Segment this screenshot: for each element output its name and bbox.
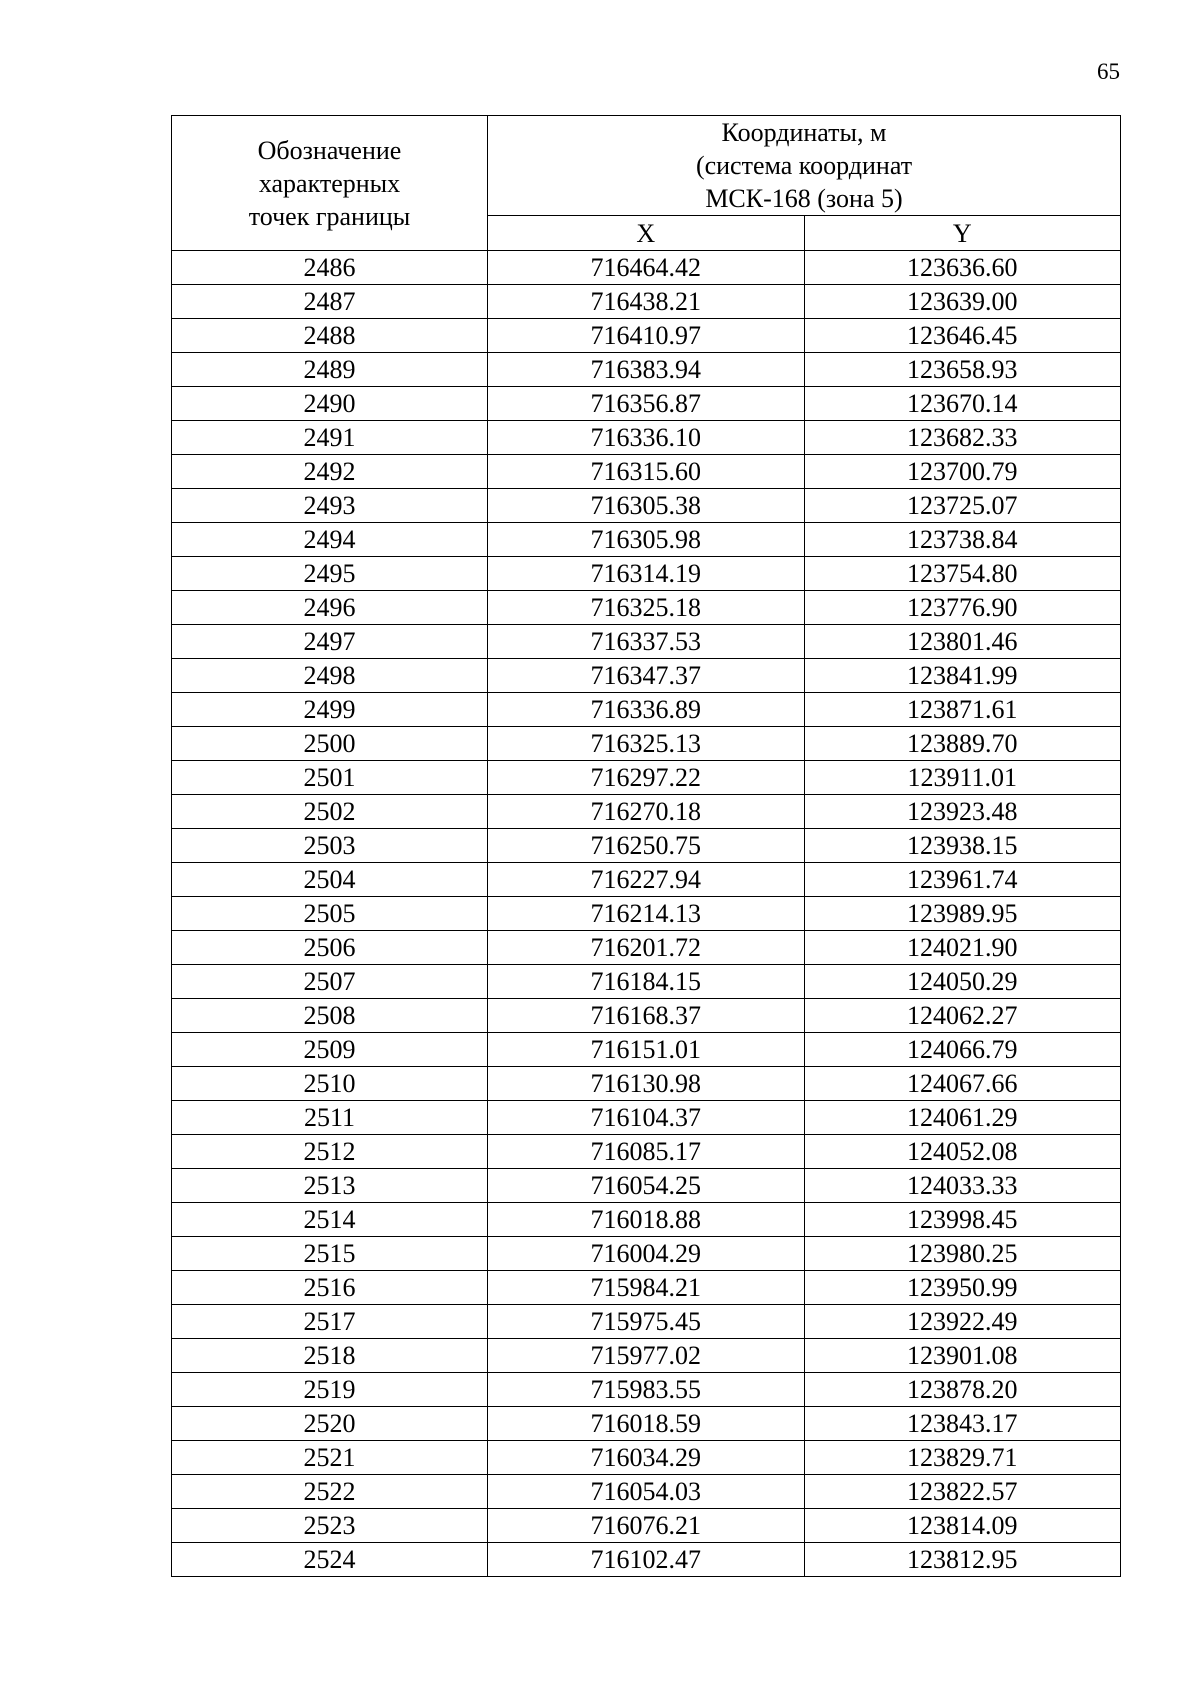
cell-point-id: 2497	[172, 625, 488, 659]
cell-x: 716214.13	[488, 897, 805, 931]
cell-x: 716004.29	[488, 1237, 805, 1271]
table-row	[172, 965, 1121, 999]
cell-x: 716054.03	[488, 1475, 805, 1509]
table-row	[172, 455, 1121, 489]
cell-x: 716270.18	[488, 795, 805, 829]
cell-point-id: 2509	[172, 1033, 488, 1067]
cell-y: 124067.66	[804, 1067, 1121, 1101]
cell-y: 123639.00	[804, 285, 1121, 319]
table-row	[172, 659, 1121, 693]
cell-point-id: 2508	[172, 999, 488, 1033]
table-body	[172, 251, 1121, 1577]
cell-x: 716464.42	[488, 251, 805, 285]
cell-x: 716018.59	[488, 1407, 805, 1441]
cell-x: 715975.45	[488, 1305, 805, 1339]
cell-point-id: 2511	[172, 1101, 488, 1135]
table-row	[172, 1441, 1121, 1475]
cell-x: 716168.37	[488, 999, 805, 1033]
cell-point-id: 2519	[172, 1373, 488, 1407]
cell-point-id: 2498	[172, 659, 488, 693]
table-row	[172, 863, 1121, 897]
cell-point-id: 2520	[172, 1407, 488, 1441]
table-row	[172, 897, 1121, 931]
header-coordinates-line: МСК-168 (зона 5)	[705, 184, 903, 213]
cell-x: 716184.15	[488, 965, 805, 999]
table-row	[172, 1305, 1121, 1339]
cell-x: 716438.21	[488, 285, 805, 319]
cell-point-id: 2491	[172, 421, 488, 455]
table-row	[172, 523, 1121, 557]
cell-y: 124062.27	[804, 999, 1121, 1033]
table-row	[172, 999, 1121, 1033]
cell-y: 123989.95	[804, 897, 1121, 931]
table-row	[172, 1101, 1121, 1135]
cell-y: 123889.70	[804, 727, 1121, 761]
table-row	[172, 727, 1121, 761]
cell-point-id: 2507	[172, 965, 488, 999]
header-point-designation-line: характерных	[258, 168, 401, 198]
cell-point-id: 2514	[172, 1203, 488, 1237]
cell-x: 716297.22	[488, 761, 805, 795]
cell-x: 716130.98	[488, 1067, 805, 1101]
table-row	[172, 319, 1121, 353]
cell-point-id: 2492	[172, 455, 488, 489]
table-row	[172, 829, 1121, 863]
table-row	[172, 353, 1121, 387]
cell-point-id: 2499	[172, 693, 488, 727]
table-row	[172, 795, 1121, 829]
cell-point-id: 2500	[172, 727, 488, 761]
cell-y: 123636.60	[804, 251, 1121, 285]
table-row	[172, 1135, 1121, 1169]
cell-y: 123922.49	[804, 1305, 1121, 1339]
cell-x: 716054.25	[488, 1169, 805, 1203]
table-row	[172, 285, 1121, 319]
table-row	[172, 591, 1121, 625]
cell-y: 124050.29	[804, 965, 1121, 999]
cell-y: 124021.90	[804, 931, 1121, 965]
cell-y: 123901.08	[804, 1339, 1121, 1373]
cell-x: 716104.37	[488, 1101, 805, 1135]
cell-y: 123801.46	[804, 625, 1121, 659]
cell-y: 123911.01	[804, 761, 1121, 795]
cell-x: 716410.97	[488, 319, 805, 353]
cell-y: 123776.90	[804, 591, 1121, 625]
cell-y: 123738.84	[804, 523, 1121, 557]
cell-x: 716315.60	[488, 455, 805, 489]
cell-point-id: 2505	[172, 897, 488, 931]
cell-y: 123814.09	[804, 1509, 1121, 1543]
cell-y: 123843.17	[804, 1407, 1121, 1441]
cell-y: 124033.33	[804, 1169, 1121, 1203]
header-col-x: X	[488, 216, 805, 251]
cell-y: 123754.80	[804, 557, 1121, 591]
table-row	[172, 1067, 1121, 1101]
cell-y: 123871.61	[804, 693, 1121, 727]
cell-y: 123950.99	[804, 1271, 1121, 1305]
table-row	[172, 1203, 1121, 1237]
cell-y: 123878.20	[804, 1373, 1121, 1407]
cell-y: 123812.95	[804, 1543, 1121, 1577]
table-row	[172, 931, 1121, 965]
table-row	[172, 421, 1121, 455]
cell-x: 715983.55	[488, 1373, 805, 1407]
table-row	[172, 557, 1121, 591]
page-number: 65	[1097, 59, 1120, 84]
header-coordinates	[488, 116, 1121, 216]
cell-y: 123658.93	[804, 353, 1121, 387]
cell-x: 716347.37	[488, 659, 805, 693]
header-point-designation-line: точек границы	[248, 201, 411, 231]
header-point-designation	[172, 116, 488, 251]
cell-x: 715977.02	[488, 1339, 805, 1373]
cell-y: 123682.33	[804, 421, 1121, 455]
cell-point-id: 2518	[172, 1339, 488, 1373]
cell-point-id: 2495	[172, 557, 488, 591]
table-row	[172, 489, 1121, 523]
cell-x: 716201.72	[488, 931, 805, 965]
cell-y: 123923.48	[804, 795, 1121, 829]
table-row	[172, 1407, 1121, 1441]
cell-point-id: 2501	[172, 761, 488, 795]
cell-point-id: 2512	[172, 1135, 488, 1169]
cell-y: 123998.45	[804, 1203, 1121, 1237]
table-row	[172, 251, 1121, 285]
table-row	[172, 1373, 1121, 1407]
table-row	[172, 693, 1121, 727]
table-row	[172, 387, 1121, 421]
cell-y: 123822.57	[804, 1475, 1121, 1509]
cell-x: 716336.10	[488, 421, 805, 455]
cell-point-id: 2515	[172, 1237, 488, 1271]
cell-point-id: 2506	[172, 931, 488, 965]
cell-point-id: 2504	[172, 863, 488, 897]
cell-y: 123980.25	[804, 1237, 1121, 1271]
cell-x: 716102.47	[488, 1543, 805, 1577]
cell-point-id: 2503	[172, 829, 488, 863]
cell-x: 716018.88	[488, 1203, 805, 1237]
cell-x: 716076.21	[488, 1509, 805, 1543]
table-row	[172, 625, 1121, 659]
cell-x: 716325.13	[488, 727, 805, 761]
cell-point-id: 2510	[172, 1067, 488, 1101]
header-coordinates-line: (система координат	[695, 151, 913, 180]
coordinates-table	[171, 115, 1121, 1577]
cell-x: 716325.18	[488, 591, 805, 625]
cell-x: 716034.29	[488, 1441, 805, 1475]
cell-x: 716305.38	[488, 489, 805, 523]
cell-point-id: 2488	[172, 319, 488, 353]
cell-x: 716085.17	[488, 1135, 805, 1169]
cell-x: 716337.53	[488, 625, 805, 659]
cell-y: 123725.07	[804, 489, 1121, 523]
cell-x: 716151.01	[488, 1033, 805, 1067]
table-row	[172, 1339, 1121, 1373]
table-row	[172, 1475, 1121, 1509]
header-col-y: Y	[804, 216, 1121, 251]
table-header	[172, 116, 1121, 251]
cell-y: 123841.99	[804, 659, 1121, 693]
cell-y: 124061.29	[804, 1101, 1121, 1135]
header-coordinates-line: Координаты, м	[721, 118, 887, 147]
cell-point-id: 2490	[172, 387, 488, 421]
cell-x: 716305.98	[488, 523, 805, 557]
cell-y: 123938.15	[804, 829, 1121, 863]
cell-point-id: 2521	[172, 1441, 488, 1475]
table-row	[172, 1271, 1121, 1305]
cell-x: 716356.87	[488, 387, 805, 421]
cell-point-id: 2513	[172, 1169, 488, 1203]
cell-x: 716314.19	[488, 557, 805, 591]
cell-x: 716383.94	[488, 353, 805, 387]
cell-x: 716336.89	[488, 693, 805, 727]
cell-x: 716227.94	[488, 863, 805, 897]
table-row	[172, 1543, 1121, 1577]
cell-y: 124066.79	[804, 1033, 1121, 1067]
header-point-designation-line: Обозначение	[257, 135, 402, 165]
cell-point-id: 2516	[172, 1271, 488, 1305]
cell-x: 715984.21	[488, 1271, 805, 1305]
cell-point-id: 2522	[172, 1475, 488, 1509]
cell-y: 124052.08	[804, 1135, 1121, 1169]
cell-point-id: 2517	[172, 1305, 488, 1339]
cell-point-id: 2494	[172, 523, 488, 557]
cell-y: 123961.74	[804, 863, 1121, 897]
cell-point-id: 2487	[172, 285, 488, 319]
table-row	[172, 761, 1121, 795]
table-row	[172, 1169, 1121, 1203]
cell-point-id: 2493	[172, 489, 488, 523]
table-row	[172, 1033, 1121, 1067]
table-row	[172, 1509, 1121, 1543]
cell-point-id: 2486	[172, 251, 488, 285]
cell-point-id: 2524	[172, 1543, 488, 1577]
cell-y: 123700.79	[804, 455, 1121, 489]
cell-y: 123646.45	[804, 319, 1121, 353]
cell-x: 716250.75	[488, 829, 805, 863]
cell-point-id: 2523	[172, 1509, 488, 1543]
cell-point-id: 2489	[172, 353, 488, 387]
cell-point-id: 2496	[172, 591, 488, 625]
table-row	[172, 1237, 1121, 1271]
cell-y: 123670.14	[804, 387, 1121, 421]
cell-point-id: 2502	[172, 795, 488, 829]
cell-y: 123829.71	[804, 1441, 1121, 1475]
